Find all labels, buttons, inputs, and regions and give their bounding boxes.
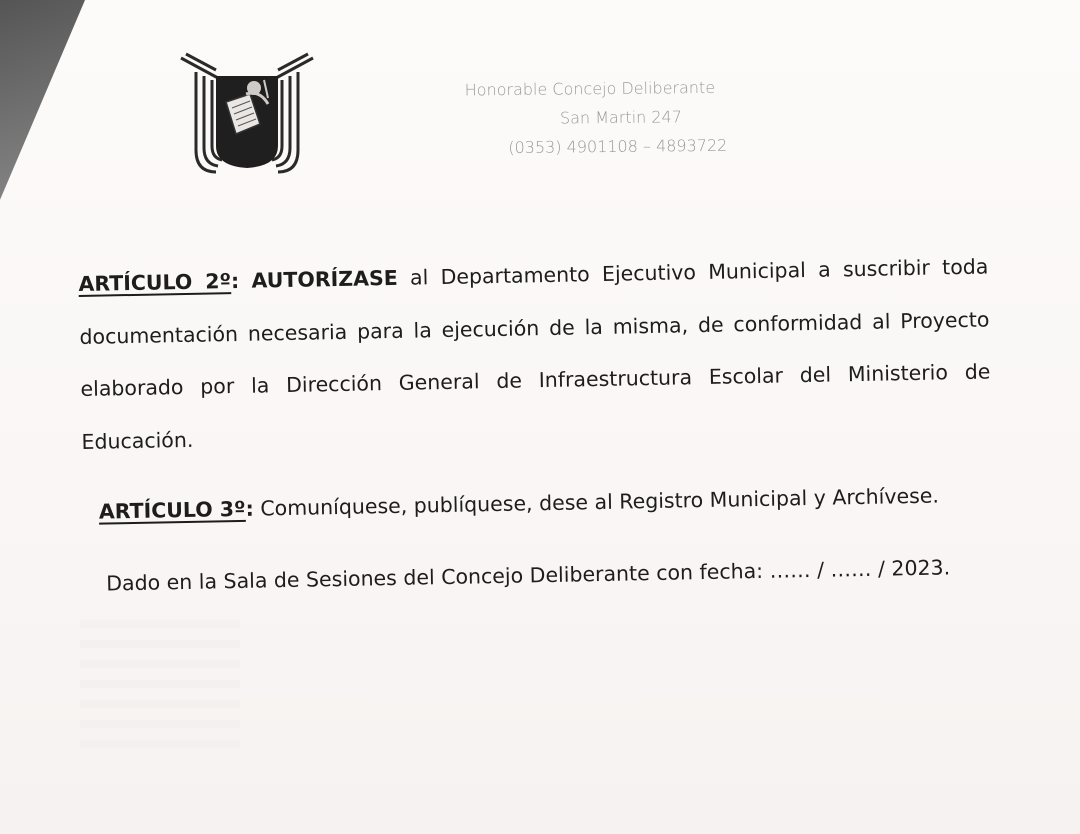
document-body xyxy=(78,241,994,598)
article-2-text: al Departamento Ejecutivo Municipal a suscribir toda documentación necesaria para la ejecución de la misma, de conformidad al Proyecto elaborado por la Dirección General de Infraestructura Escolar del Ministerio de Educación. xyxy=(79,254,991,454)
council-address: San Martin 247 xyxy=(559,107,682,128)
article-2-keyword: AUTORÍZASE xyxy=(251,265,398,293)
article-3 xyxy=(83,480,993,525)
council-name: Honorable Concejo Deliberante xyxy=(464,77,716,100)
municipal-crest-icon xyxy=(176,50,318,178)
closing-line: Dado en la Sala de Sesiones del Concejo Deliberante con fecha: …… / …… / 2023. xyxy=(106,555,951,596)
council-phone: (0353) 4901108 – 4893722 xyxy=(508,135,728,158)
bleed-through-marks xyxy=(80,620,240,760)
article-2-label: ARTÍCULO 2º xyxy=(78,269,232,296)
article-2-colon: : xyxy=(230,268,240,294)
article-3-colon: : xyxy=(245,496,255,521)
article-2 xyxy=(78,241,992,468)
letterhead xyxy=(440,72,781,163)
article-3-label: ARTÍCULO 3º xyxy=(98,496,246,524)
article-3-text: Comuníquese, publíquese, dese al Registro Municipal y Archívese. xyxy=(253,483,940,521)
